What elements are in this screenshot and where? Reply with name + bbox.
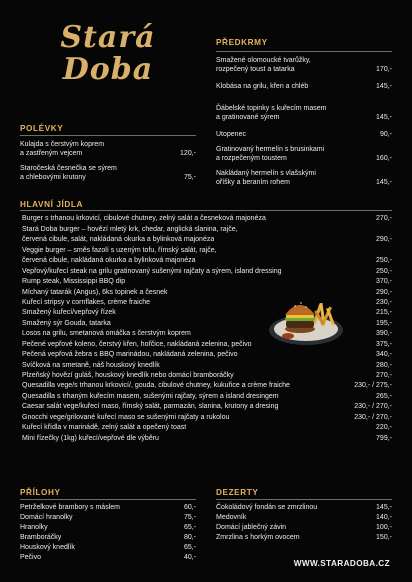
burger-with-fries-photo [268, 290, 346, 348]
price: 220,- [376, 424, 392, 432]
price: 90,- [379, 131, 392, 138]
list-item: Stará Doba burger – hovězí mletý krk, chedar, anglická slanina, rajče, [22, 225, 238, 233]
list-item: červená cibule, nakládaná okurka a bylinková majonéza 250,- [22, 257, 392, 265]
list-item: Pečené vepřové koleno, čerstvý křen, hořčice, nakládaná zelenina, pečivo 375,- [22, 340, 392, 348]
price: 145,- [376, 83, 392, 90]
price: 65,- [183, 524, 196, 531]
list-item: Houskový knedlík 65,- [20, 544, 196, 551]
section-heading-hlavni-jidla: HLAVNÍ JÍDLA [20, 200, 83, 209]
price: 270,- [376, 215, 392, 223]
price: 150,- [376, 534, 392, 541]
list-item: Mini řízečky (1kg) kuřecí/vepřové dle výběru 799,- [22, 434, 392, 442]
price: 140,- [376, 514, 392, 521]
price: 145,- [376, 179, 392, 186]
polevky-list [20, 140, 196, 186]
list-item: Quesadilla s trhaným kuřecím masem, sušenými rajčaty, sýrem a island dresingem 265,- [22, 392, 392, 400]
price: 265,- [376, 392, 392, 400]
divider [20, 499, 196, 500]
list-item: Míchaný tatarák (Angus), 6ks topinek a česnek 290,- [22, 288, 392, 296]
list-item: Losos na grilu, smetanová omáčka s čerstvým koprem 390,- [22, 330, 392, 338]
price: 80,- [183, 534, 196, 541]
list-item: Kuřecí stripsy v cornflakes, crème fraiche 230,- [22, 298, 392, 306]
list-item: Plzeňský hovězí guláš, houskový knedlík nebo domácí bramboráčky 270,- [22, 372, 392, 379]
price: 290,- [376, 288, 392, 296]
list-item: Zmrzlina s horkým ovocem 150,- [216, 534, 392, 541]
divider [20, 135, 196, 136]
list-item: Gnocchi vege/grilované kuřecí maso se sušenými rajčaty a rukolou 230,- / 270,- [22, 413, 392, 421]
price: 75,- [183, 514, 196, 521]
prilohy-list [20, 502, 196, 562]
price: 160,- [376, 155, 392, 162]
dezerty-list [216, 502, 392, 542]
list-item: červená cibule, salát, nakládaná okurka a bylinková majonéza 290,- [22, 236, 392, 244]
list-item: Domácí hranolky 75,- [20, 514, 196, 521]
section-heading-prilohy: PŘÍLOHY [20, 488, 61, 497]
list-item: Hranolky 65,- [20, 524, 196, 531]
list-item: Pečivo 40,- [20, 554, 196, 561]
list-item: Domácí jablečný závin 100,- [216, 524, 392, 531]
list-item: Čokoládový fondán se zmrzlinou 145,- [216, 504, 392, 511]
list-item: Smažené olomoucké tvarůžky, rozpečený toust a tatarka 170,- [216, 57, 392, 73]
price: 290,- [376, 236, 392, 244]
price: 250,- [376, 257, 392, 265]
price: 340,- [376, 351, 392, 359]
list-item: Bramboráčky 80,- [20, 534, 196, 541]
logo-line-2: Doba [62, 52, 154, 87]
divider [20, 210, 392, 211]
list-item: Gratinovaný hermelín s brusinkami a rozpečeným toustem 160,- [216, 146, 392, 162]
logo-line-1: Stará [60, 20, 156, 55]
list-item: Kulajda s čerstvým koprem a zastřeným vejcem 120,- [20, 141, 196, 157]
section-heading-dezerty: DEZERTY [216, 488, 259, 497]
list-item: Utopenec 90,- [216, 131, 392, 138]
price: 230,- / 270,- [354, 403, 392, 411]
list-item: Smažený sýr Gouda, tatarka 195,- [22, 319, 392, 327]
price: 120,- [180, 150, 196, 157]
divider [216, 51, 392, 52]
list-item: Ďábelské topinky s kuřecím masem a gratinované sýrem 145,- [216, 105, 392, 121]
list-item: Staročeská česnečka se sýrem a chlebovými krutony 75,- [20, 165, 196, 181]
list-item: Caesar salát vege/kuřecí maso, římský salát, parmazán, slanina, krutony a dresing 230,- / 270,- [22, 403, 392, 411]
divider [216, 499, 392, 500]
price: 370,- [376, 278, 392, 286]
section-heading-polevky: POLÉVKY [20, 124, 64, 133]
website-link[interactable]: WWW.STARADOBA.CZ [293, 559, 390, 568]
price: 145,- [376, 504, 392, 511]
list-item: Klobása na grilu, křen a chléb 145,- [216, 83, 392, 90]
list-item: Smažený kuřecí/vepřový řízek 215,- [22, 309, 392, 317]
list-item: Pečená vepřová žebra s BBQ marinádou, nakládaná zelenina, pečivo 340,- [22, 351, 392, 359]
price: 280,- [376, 361, 392, 369]
price: 270,- [376, 372, 392, 379]
list-item: Veggie burger – směs fazolí s uzeným tofu, římský salát, rajče, [22, 246, 217, 254]
price: 799,- [376, 434, 392, 442]
list-item: Vepřový/kuřecí steak na grilu gratinovaný sušenými rajčaty a sýrem, island dressing 250,- [22, 267, 392, 275]
restaurant-logo [48, 22, 168, 86]
price: 375,- [376, 340, 392, 348]
price: 195,- [376, 319, 392, 327]
price: 230,- [376, 298, 392, 306]
list-item: Rump steak, Mississippi BBQ dip 370,- [22, 278, 392, 286]
list-item: Nakládaný hermelín s vlašskými oříšky a beraním rohem 145,- [216, 170, 392, 186]
price: 390,- [376, 330, 392, 338]
price: 60,- [183, 504, 196, 511]
list-item: Burger s trhanou krkovicí, cibulové chutney, zelný salát a česneková majonéza 270,- [22, 215, 392, 223]
section-heading-predkrmy: PŘEDKRMY [216, 38, 268, 47]
price: 145,- [376, 114, 392, 121]
price: 170,- [376, 66, 392, 73]
list-item: Kuřecí křídla v marinádě, zelný salát a opečený toast 220,- [22, 424, 392, 432]
price: 40,- [183, 554, 196, 561]
price: 65,- [183, 544, 196, 551]
price: 100,- [376, 524, 392, 531]
price: 75,- [183, 174, 196, 181]
price: 250,- [376, 267, 392, 275]
price: 230,- / 275,- [354, 382, 392, 390]
list-item: Svíčková na smetaně, náš houskový knedlík 280,- [22, 361, 392, 369]
predkrmy-list [216, 56, 392, 189]
list-item: Medovník 140,- [216, 514, 392, 521]
list-item: Quesadilla vege/s trhanou krkovicí/, gouda, cibulové chutney, kukuřice a crème fraiche 230,- / 275,- [22, 382, 392, 390]
list-item: Petrželkové brambory s máslem 60,- [20, 504, 196, 511]
price: 215,- [376, 309, 392, 317]
price: 230,- / 270,- [354, 413, 392, 421]
